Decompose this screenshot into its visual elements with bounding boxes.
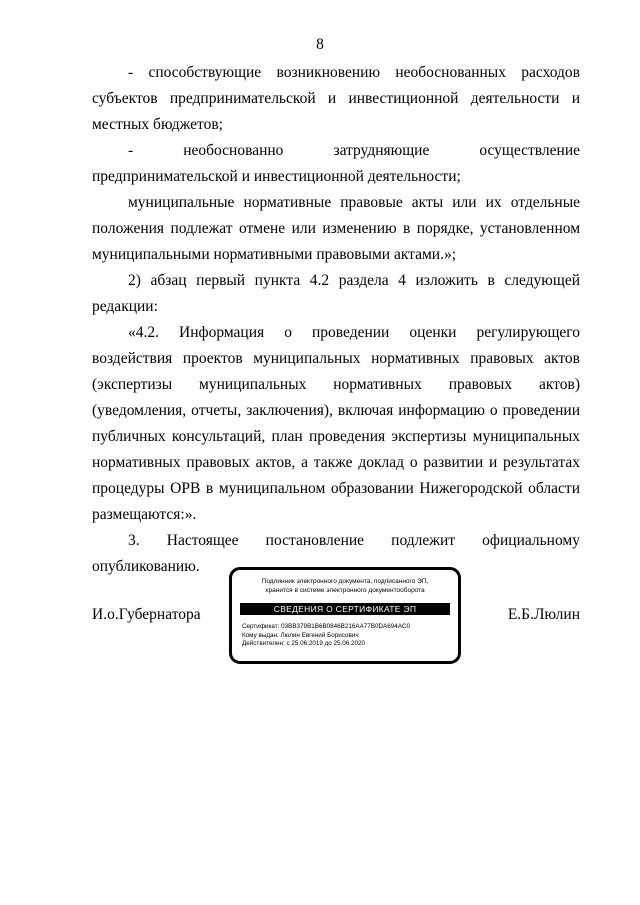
signatory-name: Е.Б.Люлин (507, 606, 580, 623)
paragraph-amendment-2: 2) абзац первый пункта 4.2 раздела 4 изложить в следующей редакции: (92, 272, 580, 315)
stamp-certificate: Сертификат: 03BB379B1B6B0846B216AA77B0DA694AC0 (242, 623, 410, 630)
signatory-position: И.о.Губернатора (92, 606, 201, 623)
stamp-header-line-1: Подлинник электронного документа, подписанного ЭП, (261, 578, 429, 585)
paragraph-bullet-obstruct: - необоснованно затрудняющие осуществление предпринимательской и инвестиционной деятельности; (92, 142, 580, 185)
page-number: 8 (316, 36, 324, 53)
stamp-header (232, 577, 458, 595)
electronic-signature-stamp (229, 567, 461, 664)
paragraph-bullet-expenses: - способствующие возникновению необоснованных расходов субъектов предпринимательской и инвестиционной деятельности и местных бюджетов; (92, 64, 580, 133)
stamp-details (242, 623, 448, 649)
stamp-title: СВЕДЕНИЯ О СЕРТИФИКАТЕ ЭП (240, 603, 450, 615)
stamp-header-line-2: хранится в системе электронного документооборота (265, 587, 425, 594)
paragraph-publication: 3. Настоящее постановление подлежит официальному опубликованию. (92, 532, 580, 575)
paragraph-acts-repeal: муниципальные нормативные правовые акты или их отдельные положения подлежат отмене или изменению в порядке, установленном муниципальными нормативными правовыми актами.»; (92, 194, 580, 263)
signature-block (92, 568, 580, 663)
document-body (92, 60, 580, 580)
stamp-issued-to: Кому выдан: Люлин Евгений Борисович (242, 631, 359, 639)
stamp-validity: Действителен: с 25.06.2019 до 25.06.2020 (242, 640, 366, 647)
paragraph-clause-4-2: «4.2. Информация о проведении оценки регулирующего воздействия проектов муниципальных нормативных правовых актов (экспертизы муниципальных нормативных правовых актов) (уведомления, отчеты, заключения), включая информацию о проведении публичных консультаций, план проведения экспертизы муниципальных нормативных правовых актов, а также доклад о развитии и результатах процедуры ОРВ в муниципальном образовании Нижегородской области размещаются:». (92, 324, 580, 523)
